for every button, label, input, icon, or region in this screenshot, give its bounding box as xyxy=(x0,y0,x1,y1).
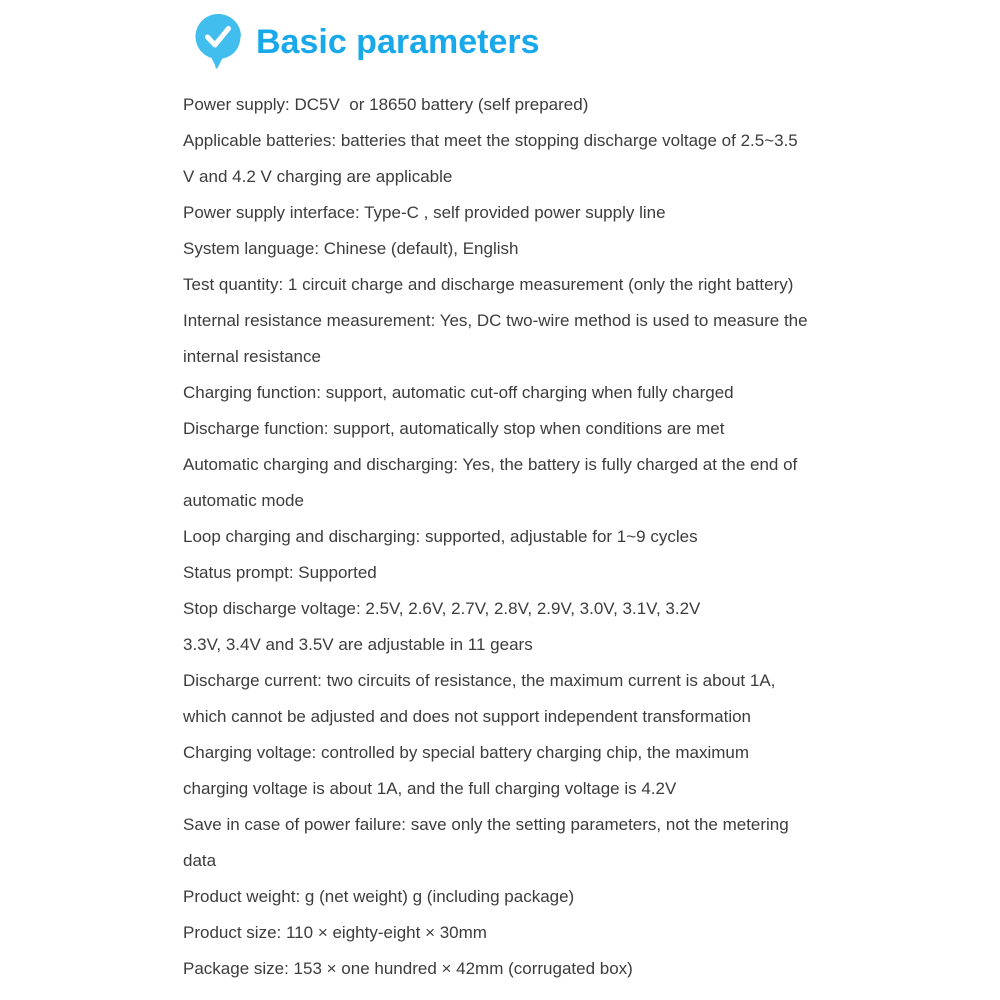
parameter-line: V and 4.2 V charging are applicable xyxy=(183,167,453,186)
parameter-line: 3.3V, 3.4V and 3.5V are adjustable in 11 gears xyxy=(183,635,533,654)
section-title: Basic parameters xyxy=(256,23,540,61)
parameter-line: Save in case of power failure: save only the setting parameters, not the metering xyxy=(183,815,789,834)
parameter-line: Status prompt: Supported xyxy=(183,563,377,582)
parameter-line: Product weight: g (net weight) g (including package) xyxy=(183,887,575,906)
parameter-line: Charging voltage: controlled by special battery charging chip, the maximum xyxy=(183,743,750,762)
parameter-line: Power supply interface: Type-C , self provided power supply line xyxy=(183,203,666,222)
check-bubble-icon xyxy=(194,14,242,70)
parameter-line: Loop charging and discharging: supported, adjustable for 1~9 cycles xyxy=(183,527,698,546)
parameter-line: Power supply: DC5V or 18650 battery (self prepared) xyxy=(183,95,589,114)
parameter-line: Product size: 110 × eighty-eight × 30mm xyxy=(183,923,487,942)
parameter-line: internal resistance xyxy=(183,347,321,366)
parameter-line: charging voltage is about 1A, and the full charging voltage is 4.2V xyxy=(183,779,677,798)
parameter-line: Discharge function: support, automatically stop when conditions are met xyxy=(183,419,725,438)
parameter-line: Package size: 153 × one hundred × 42mm (corrugated box) xyxy=(183,959,633,978)
parameter-line: data xyxy=(183,851,217,870)
parameter-line: Discharge current: two circuits of resistance, the maximum current is about 1A, xyxy=(183,671,776,690)
parameter-line: Test quantity: 1 circuit charge and discharge measurement (only the right battery) xyxy=(183,275,794,294)
section-header xyxy=(194,14,540,70)
parameter-line: Automatic charging and discharging: Yes, the battery is fully charged at the end of xyxy=(183,455,798,474)
parameter-line: which cannot be adjusted and does not support independent transformation xyxy=(183,707,752,726)
parameter-line: Stop discharge voltage: 2.5V, 2.6V, 2.7V, 2.8V, 2.9V, 3.0V, 3.1V, 3.2V xyxy=(183,599,701,618)
parameter-line: Charging function: support, automatic cut-off charging when fully charged xyxy=(183,383,734,402)
parameter-line: Applicable batteries: batteries that meet the stopping discharge voltage of 2.5~3.5 xyxy=(183,131,798,150)
parameter-line: Internal resistance measurement: Yes, DC two-wire method is used to measure the xyxy=(183,311,808,330)
parameter-list xyxy=(183,87,883,987)
parameter-line: System language: Chinese (default), English xyxy=(183,239,519,258)
parameter-line: automatic mode xyxy=(183,491,304,510)
